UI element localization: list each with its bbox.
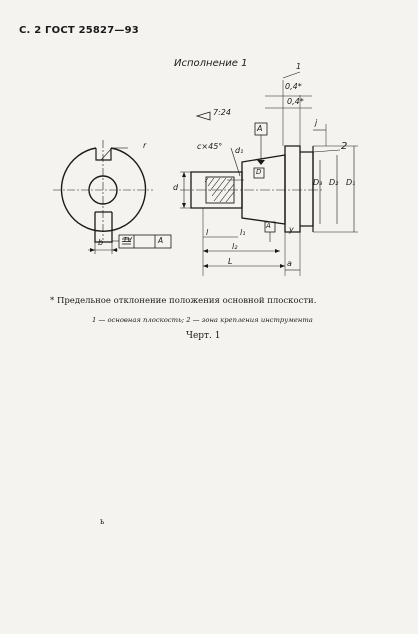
label-a: a (287, 259, 292, 268)
label-d: d (173, 183, 179, 192)
callout-1: 1 (296, 62, 302, 71)
label-l: l (206, 228, 209, 237)
tol-1: 0,4* (285, 82, 302, 91)
tol-2: 0,4* (287, 97, 304, 106)
label-D1: D₁ (346, 178, 356, 187)
datum-a-top: A (257, 124, 263, 133)
stray-mark: ь (100, 517, 105, 526)
label-y: y (289, 225, 294, 234)
holder-side-view (180, 72, 358, 276)
flange-end-view (53, 140, 153, 254)
tv-datum: A (158, 236, 164, 245)
callout-2: 2 (341, 141, 348, 152)
legend: 1 — основная плоскость; 2 — зона крепления инструмента (92, 316, 313, 324)
tv-label: TV (123, 236, 133, 244)
label-D: D (256, 168, 262, 176)
label-l2: l₂ (232, 242, 238, 251)
label-L: L (228, 257, 233, 266)
datum-a-bottom: A (266, 222, 271, 230)
taper-label: 7:24 (213, 108, 231, 117)
footnote: * Предельное отклонение положения основной плоскости. (50, 296, 317, 306)
label-D2: D₂ (329, 178, 339, 187)
label-l1: l₁ (240, 228, 246, 237)
label-r: r (143, 141, 147, 150)
page-header: С. 2 ГОСТ 25827—93 (19, 25, 139, 36)
chamfer-label: c×45° (197, 142, 223, 151)
label-d1: d₁ (235, 146, 244, 155)
figure-title: Исполнение 1 (174, 58, 248, 69)
label-b: b (98, 238, 104, 247)
label-D3: D₃ (313, 178, 323, 187)
label-j: j (315, 118, 318, 127)
figure-caption: Черт. 1 (186, 331, 221, 341)
